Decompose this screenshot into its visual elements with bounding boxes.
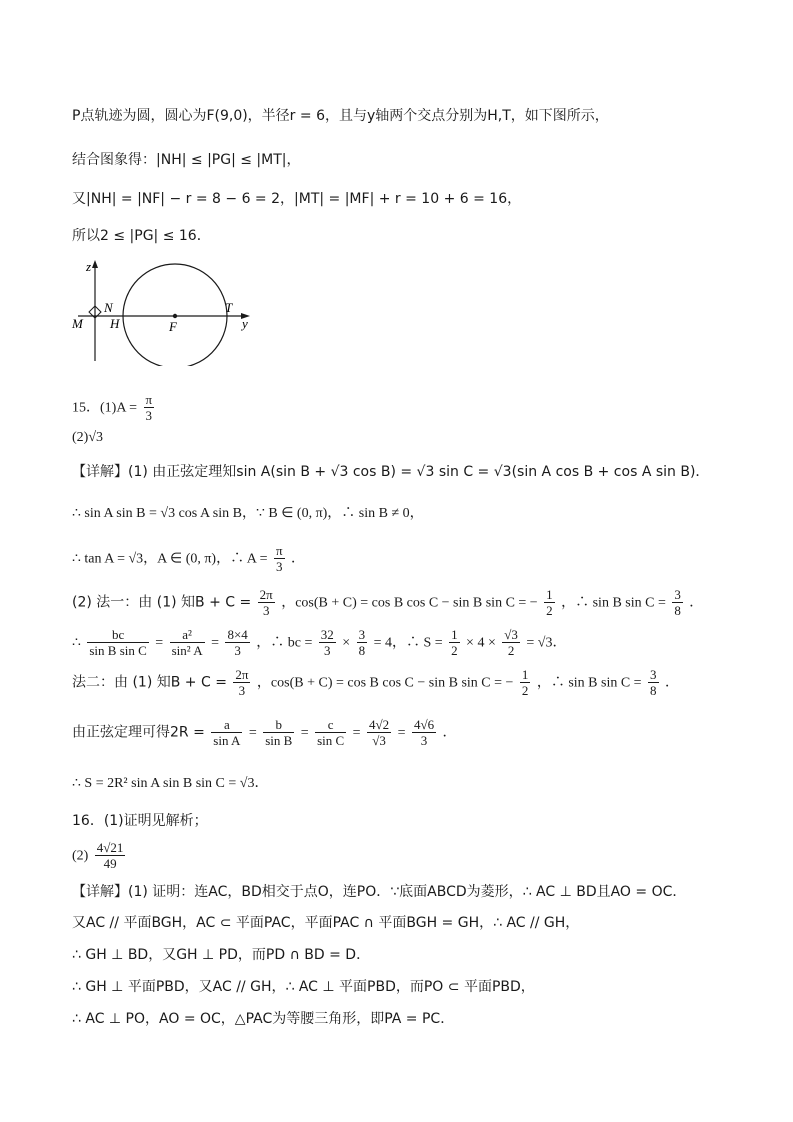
text-line-1	[72, 106, 609, 126]
frac-2pi3: $\frac{2\pi}{3}$	[259, 587, 273, 618]
frac-a-sinA: $\frac{a}{\text{sin A}}$	[213, 717, 241, 748]
d16-line-3-text: ∴ GH ⊥ BD，又GH ⊥ PD，而PD ∩ BD = D．	[72, 947, 371, 963]
label-h: H	[110, 316, 120, 331]
q15b-text: (2)√3	[72, 430, 104, 445]
q15-answer-2	[72, 427, 103, 448]
text-line-4	[72, 226, 211, 246]
d16-line-5	[72, 1009, 454, 1029]
line-3-text: 又|NH| = |NF| − r = 8 − 6 = 2，|MT| = |MF| + r = 10 + 6 = 16，	[72, 191, 522, 207]
frac-3-8: $\frac{3}{8}$	[674, 587, 681, 618]
d15-line-6: 法二：由 (1) 知B + C = $\frac{2\pi}{3}$ ，cos(B + C) = cos B cos C − sin B sin C = − $\frac{1}{2}$ ，∴ sin B sin C = $\frac{3}{8}$ ．	[72, 667, 679, 698]
text-line-3	[72, 189, 521, 209]
d15-line-3: ∴ tan A = √3，A ∈ (0, π)，∴ A = $\frac{\pi}{3}$ ．	[72, 543, 306, 574]
d16-line-4-text: ∴ GH ⊥ 平面PBD，又AC // GH，∴ AC ⊥ 平面PBD，而PO ⊂ 平面PBD，	[72, 979, 535, 995]
q16-answer-1	[72, 811, 208, 831]
line-2-text: 结合图象得：|NH| ≤ |PG| ≤ |MT|，	[72, 152, 301, 168]
d16-line-1-text: 【详解】(1) 证明：连AC，BD相交于点O，连PO．∵底面ABCD为菱形，∴ AC ⊥ BD且AO = OC．	[72, 884, 687, 900]
frac-4r2-r3: $\frac{4√2}{√3}$	[369, 717, 390, 748]
frac-a2: $\frac{\text{a²}}{\text{sin² A}}$	[171, 627, 203, 658]
label-m: M	[72, 316, 83, 331]
q16-answer-2: (2) $\frac{4√21}{49}$	[72, 840, 124, 871]
q16-text: 16．(1)证明见解析；	[72, 813, 208, 829]
d15-line-1	[72, 462, 709, 482]
d16-line-1	[72, 882, 686, 902]
z-axis-arrow	[92, 260, 98, 268]
center-point-f	[173, 314, 177, 318]
d15-line-7: 由正弦定理可得2R = $\frac{a}{\text{sin A}}$ = $\frac{b}{\text{sin B}}$ = $\frac{c}{\text{sin C}}$ = $\frac{4√2}{√3}$ = $\frac{4√6}{3}$ ．	[72, 717, 457, 748]
d15-line-5: ∴ $\frac{bc}{\text{sin B sin C}}$ = $\frac{\text{a²}}{\text{sin² A}}$ = $\frac{8\times 4}{3}$ ，∴ bc = $\frac{32}{3}$ × $\frac{3}{8}$ = 4，∴ S = $\frac{1}{2}$ × 4 × $\frac{√3}{2}$ = √3．	[72, 627, 567, 658]
line-1-text: P点轨迹为圆，圆心为F(9,0)，半径r = 6，且与y轴两个交点分别为H,T，如下图所示，	[72, 108, 609, 124]
text-line-2	[72, 150, 300, 170]
frac-c-sinC: $\frac{c}{\text{sin C}}$	[317, 717, 345, 748]
line-4-text: 所以2 ≤ |PG| ≤ 16．	[72, 228, 211, 244]
frac-pi3: $\frac{\pi}{3}$	[276, 543, 283, 574]
frac-4r6-3: $\frac{4√6}{3}$	[413, 717, 435, 748]
label-y: y	[242, 316, 248, 331]
d16-line-5-text: ∴ AC ⊥ PO，AO = OC，△PAC为等腰三角形，即PA = PC．	[72, 1011, 455, 1027]
q15-answer-1	[72, 392, 156, 423]
d15-line-2	[72, 503, 424, 524]
frac-2pi3-b: $\frac{2\pi}{3}$	[235, 667, 249, 698]
d15-line-8-text: ∴ S = 2R² sin A sin B sin C = √3．	[72, 776, 269, 791]
d16-line-3	[72, 945, 370, 965]
d15-line-1-text: 【详解】(1) 由正弦定理知sin A(sin B + √3 cos B) = √3 sin C = √3(sin A cos B + cos A sin B)．	[72, 464, 710, 480]
frac-3-8-b: $\frac{3}{8}$	[358, 627, 366, 658]
label-f: F	[169, 319, 177, 334]
frac-b-sinB: $\frac{b}{\text{sin B}}$	[265, 717, 293, 748]
d15-line-2-text: ∴ sin A sin B = √3 cos A sin B，∵ B ∈ (0, π)，∴ sin B ≠ 0，	[72, 506, 424, 521]
frac-half-b: $\frac{1}{2}$	[451, 627, 458, 658]
frac-bc: $\frac{bc}{\text{sin B sin C}}$	[89, 627, 147, 658]
label-z: z	[86, 259, 92, 274]
d15-line-8	[72, 773, 268, 794]
d16-line-4	[72, 977, 535, 997]
d16-line-2	[72, 913, 579, 933]
d15-line-4: (2) 法一：由 (1) 知B + C = $\frac{2\pi}{3}$ ，cos(B + C) = cos B cos C − sin B sin C = − $\frac{1}{2}$ ，∴ sin B sin C = $\frac{3}{8}$ ．	[72, 587, 704, 618]
q16-frac: $\frac{4√21}{49}$	[96, 840, 124, 871]
circle-diagram	[70, 256, 270, 366]
frac-sqrt3-2: $\frac{√3}{2}$	[504, 627, 518, 658]
frac-32-3: $\frac{32}{3}$	[320, 627, 334, 658]
label-t: T	[225, 300, 233, 315]
d16-line-2-text: 又AC // 平面BGH，AC ⊂ 平面PAC，平面PAC ∩ 平面BGH = GH，∴ AC // GH，	[72, 915, 580, 931]
frac-3-8-c: $\frac{3}{8}$	[650, 667, 657, 698]
frac-half: $\frac{1}{2}$	[546, 587, 553, 618]
label-n: N	[104, 300, 113, 315]
q15-frac: $\frac{\pi}{3}$	[145, 392, 153, 423]
frac-8x4: $\frac{8\times 4}{3}$	[227, 627, 248, 658]
q15-prefix: 15．(1)A =	[72, 400, 138, 416]
frac-half-c: $\frac{1}{2}$	[521, 667, 529, 698]
